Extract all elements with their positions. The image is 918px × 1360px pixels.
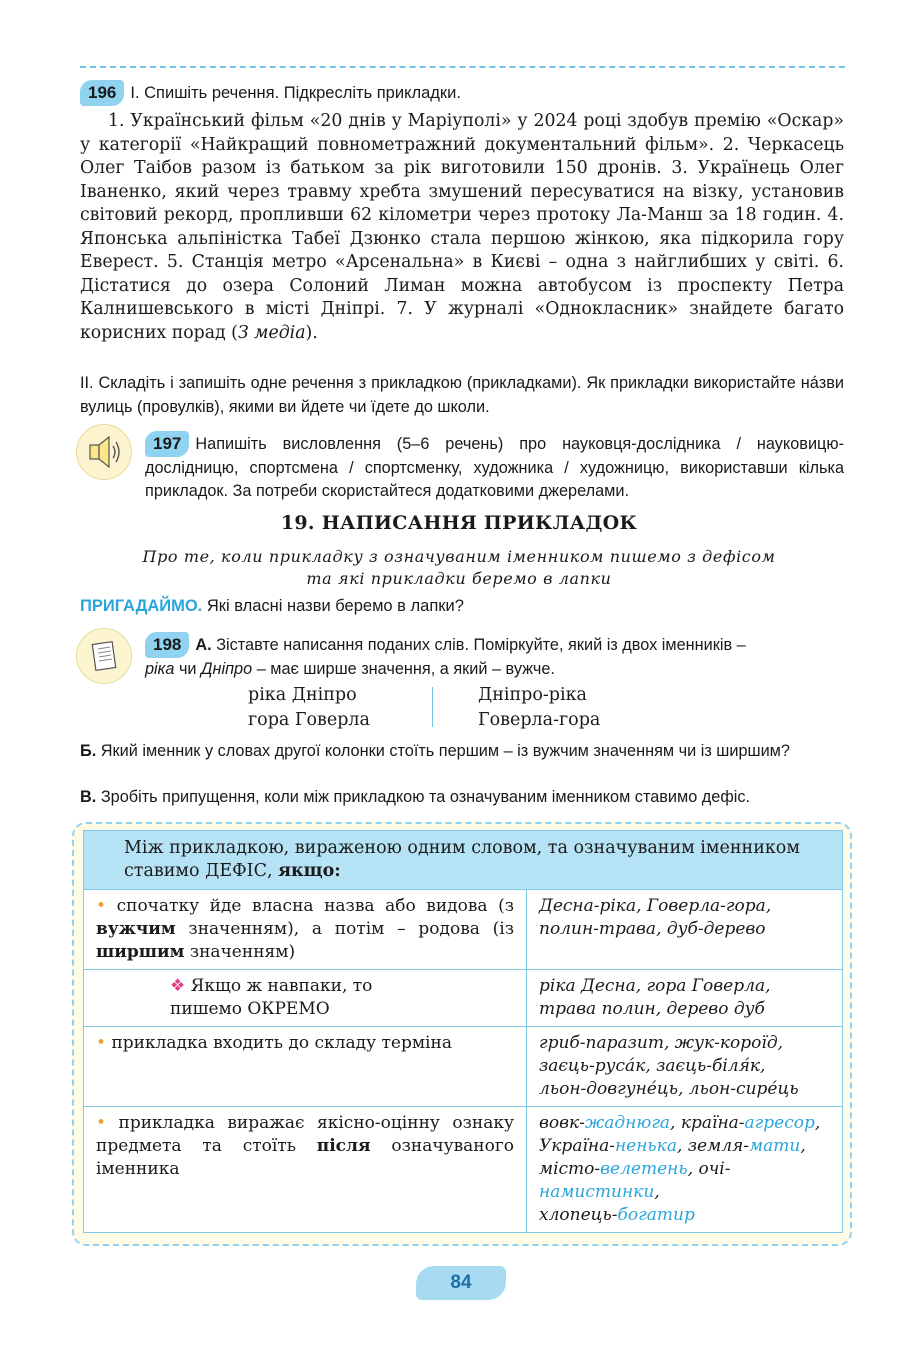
task-198-b-text: Який іменник у словах другої колонки стоїть першим – із вужчим значенням чи із ширшим? <box>100 742 790 760</box>
example-sep: , <box>654 1182 660 1202</box>
bullet-icon: • <box>96 896 107 916</box>
rule-examples <box>527 1107 843 1233</box>
example-base: вовк- <box>539 1113 585 1133</box>
example-sep: , <box>687 1159 699 1179</box>
table-row <box>84 1027 843 1107</box>
task-198-a-text: Зіставте написання поданих слів. Поміркуйте, який із двох іменників – <box>216 636 746 654</box>
example-line: трава полин, дерево дуб <box>539 999 765 1019</box>
example-line: Десна-ріка, Говерла-гора, <box>539 896 772 916</box>
task-198-c-text: Зробіть припущення, коли між прикладкою та означуваним іменником ставимо дефіс. <box>100 788 751 806</box>
rules-table <box>83 830 843 1233</box>
table-header-row <box>84 831 843 890</box>
recall-line <box>80 597 464 616</box>
rule-text: значенням) <box>184 942 296 962</box>
section-subtitle-line2: та які прикладки беремо в лапки <box>306 569 612 588</box>
example-line: заєць-руса́к, заєць-біля́к, <box>539 1056 766 1076</box>
task-198-c-label: В. <box>80 788 97 806</box>
example-sep: , <box>800 1136 806 1156</box>
rule-bold: після <box>316 1136 371 1156</box>
task-198-a <box>145 632 844 681</box>
example-sep: , <box>814 1113 821 1133</box>
example-appositive: намистинки <box>539 1182 655 1202</box>
word-item: гора Говерла <box>248 710 370 730</box>
task-196-part2: ІІ. Складіть і запишіть одне речення з прикладкою (прикладками). Як прикладки використайте на́зви вулиць (провулків), якими ви йдете чи їдете до школи. <box>80 374 844 416</box>
task-196-sentences: 1. Український фільм «20 днів у Маріуполі» у 2024 році здобув премію «Оскар» у категорії «Найкращий повнометражний документальний фільм». 2. Черкасець Олег Таібов разом із батьком за рік виготовили 150 дронів. 3. Українець Олег Іваненко, який через травму хребта змушений пересуватися на візку, установив світовий рекорд, пропливши 62 кілометри через протоку Ла-Манш за 18 годин. 4. Японська альпіністка Табеї Дзюнко стала першою жінкою, яка підкорила гору Еверест. 5. Станція метро «Арсенальна» в Києві – одна з найглибших у світі. 6. Дістатися до озера Солоний Лиман можна автобусом із проспекту Петра Калнишевського в місті Дніпрі. 7. У журналі «Однокласник» знайдете багато корисних порад ( <box>80 111 844 343</box>
rule-text: спочатку йде власна назва або видова (з <box>116 896 515 916</box>
example-line: гриб-паразит, жук-короїд, <box>539 1033 783 1053</box>
recall-text: Які власні назви беремо в лапки? <box>206 597 464 615</box>
example-appositive: мати <box>749 1136 801 1156</box>
rule-condition <box>84 1027 527 1107</box>
word-item: Говерла-гора <box>478 710 601 730</box>
table-row <box>84 890 843 970</box>
example-base: земля- <box>687 1136 750 1156</box>
notebook-icon <box>76 628 132 684</box>
section-title: 19. НАПИСАННЯ ПРИКЛАДОК <box>280 512 638 534</box>
example-line <box>539 1204 830 1227</box>
rule-text: прикладка виражає якісно-оцінну ознаку предмета та стоїть <box>96 1113 514 1156</box>
task-198-word-river: ріка <box>145 659 175 678</box>
rule-examples <box>527 970 843 1027</box>
rule-text: пишемо ОКРЕМО <box>170 999 330 1019</box>
left-word-column <box>248 683 370 733</box>
rules-header <box>84 831 843 890</box>
example-line <box>539 1158 830 1204</box>
rule-text: прикладка входить до складу терміна <box>111 1033 452 1053</box>
right-word-column <box>478 683 600 733</box>
example-line: ріка Десна, гора Говерла, <box>539 976 771 996</box>
speaker-icon <box>76 424 132 480</box>
task-196-source: З медіа <box>237 322 306 343</box>
rules-header-text: Між прикладкою, вираженою одним словом, та означуваним іменником ставимо ДЕФІС, <box>124 838 800 881</box>
task-196-heading <box>80 80 461 106</box>
example-base: місто- <box>539 1159 601 1179</box>
rule-bold: ширшим <box>96 942 185 962</box>
task-number-badge: 196 <box>80 80 124 106</box>
table-row <box>84 1107 843 1233</box>
task-number-badge: 197 <box>145 431 189 457</box>
task-198-a-label: А. <box>195 636 212 654</box>
rule-examples <box>527 1027 843 1107</box>
rule-bold: вужчим <box>96 919 176 939</box>
rule-condition <box>84 890 527 970</box>
task-number-badge: 198 <box>145 632 189 658</box>
task-198-c <box>80 786 844 810</box>
task-197-text: Напишіть висловлення (5–6 речень) про науковця-дослідника / науковицю-дослідницю, спортсмена / спортсменку, художника / художницю, використавши кілька прикладок. За потреби скористайтеся додатковими джерелами. <box>145 435 844 500</box>
word-item: ріка Дніпро <box>248 685 357 705</box>
example-line <box>539 1135 830 1158</box>
page-number: 84 <box>416 1266 506 1300</box>
example-base: хлопець- <box>539 1205 618 1225</box>
example-appositive: ненька <box>614 1136 677 1156</box>
rule-examples <box>527 890 843 970</box>
word-item: Дніпро-ріка <box>478 685 587 705</box>
task-197-block <box>145 431 844 504</box>
task-198-a-mid: чи <box>174 659 202 678</box>
example-sep: , <box>676 1136 688 1156</box>
task-198-b-label: Б. <box>80 742 97 760</box>
example-line <box>539 1112 830 1135</box>
example-base: країна- <box>680 1113 745 1133</box>
task-196-text <box>80 110 844 345</box>
rule-condition <box>84 970 527 1027</box>
table-row <box>84 970 843 1027</box>
task-198-b <box>80 740 844 764</box>
task-196-instruction: І. Спишіть речення. Підкресліть прикладки. <box>130 84 461 102</box>
task-198-word-dnipro: Дніпро <box>201 659 253 678</box>
example-line: льон-довгуне́ць, льон-сире́ць <box>539 1079 799 1099</box>
example-line: полин-трава, дуб-дерево <box>539 919 766 939</box>
bullet-icon: • <box>96 1113 107 1133</box>
top-dashed-divider <box>80 66 845 68</box>
rule-text: Якщо ж навпаки, то <box>190 976 373 996</box>
task-196-text-end: ). <box>305 322 318 343</box>
diamond-icon: ❖ <box>170 976 186 996</box>
example-appositive: богатир <box>617 1205 695 1225</box>
example-appositive: жаднюга <box>584 1113 671 1133</box>
recall-label: ПРИГАДАЙМО. <box>80 597 203 615</box>
rule-text: значенням), а потім – родова (із <box>175 919 514 939</box>
rule-text: означуваного іменника <box>96 1136 515 1179</box>
bullet-icon: • <box>96 1033 107 1053</box>
task-198-a-text-end: – має ширше значення, а який – вужче. <box>252 659 555 678</box>
example-base: Україна- <box>539 1136 615 1156</box>
example-sep: , <box>670 1113 681 1133</box>
rules-header-bold: якщо: <box>278 861 341 881</box>
rule-condition <box>84 1107 527 1233</box>
column-divider <box>432 687 433 727</box>
section-subtitle-line1: Про те, коли прикладку з означуваним іменником пишемо з дефісом <box>142 547 776 566</box>
example-base: очі- <box>698 1159 731 1179</box>
example-appositive: велетень <box>600 1159 688 1179</box>
example-appositive: агресор <box>744 1113 815 1133</box>
